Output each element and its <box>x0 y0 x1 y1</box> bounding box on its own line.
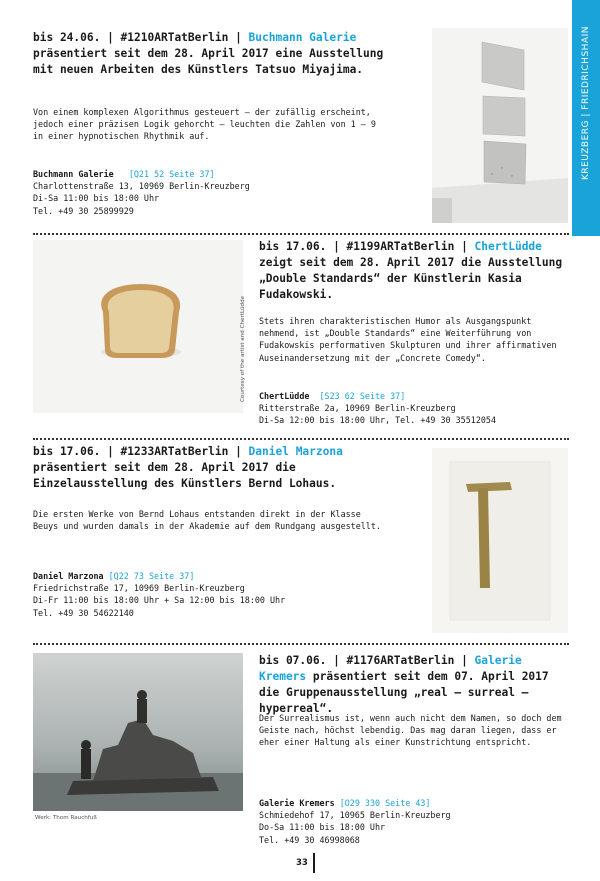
entry-1-phone: Tel. +49 30 25899929 <box>33 205 134 216</box>
entry-3-heading <box>33 444 393 492</box>
entry-2-heading <box>259 239 569 303</box>
entry-3-contact-name: Daniel Marzona <box>33 571 104 581</box>
page-number-bar <box>313 853 315 873</box>
entry-3-contact <box>33 570 393 619</box>
entry-4-address: Schmiedehof 17, 10965 Berlin-Kreuzberg <box>259 810 451 821</box>
entry-2-heading-text: zeigt seit dem 28. April 2017 die Ausstellung „Double Standards“ der Künstlerin Kasia Fudakowski. <box>259 256 563 301</box>
district-side-tab <box>572 0 600 236</box>
entry-4-image-credit: Werk: Thom Rauchfuß <box>35 815 97 821</box>
surreal-raft-painting-icon <box>33 653 243 811</box>
entry-3-hours: Di-Fr 11:00 bis 18:00 Uhr + Sa 12:00 bis 18:00 Uhr <box>33 595 286 606</box>
entry-3-phone: Tel. +49 30 54622140 <box>33 607 134 618</box>
entry-3-artwork-image <box>432 448 568 633</box>
entry-4-body: Der Surrealismus ist, wenn auch nicht dem Namen, so doch dem Geiste nach, höchst lebendig. Das mag daran liegen, dass er eher einer Haltung als einer Kunstrichtung entspricht. <box>259 713 562 748</box>
entry-3-heading-text: präsentiert seit dem 28. April 2017 die Einzelausstellung des Künstlers Bernd Lohaus. <box>33 461 337 490</box>
entry-1-hours: Di-Sa 11:00 bis 18:00 Uhr <box>33 193 160 204</box>
entry-1-heading-date: bis 24.06. | #1210ARTatBerlin | <box>33 31 249 44</box>
entry-4-page-ref[interactable]: [O29 330 Seite 43] <box>339 798 431 808</box>
page-number: 33 <box>296 858 308 868</box>
entry-1-artwork-image <box>432 28 568 223</box>
entry-3-gallery-link[interactable]: Daniel Marzona <box>248 445 343 458</box>
entry-1-body: Von einem komplexen Algorithmus gesteuert – der zufällig erscheint, jedoch einer präzisen Logik gehorcht – leuchten die Zahlen von 1 – 9 in einer hypnotischen Rhythmik auf. <box>33 107 376 142</box>
entry-2-contact <box>259 390 569 427</box>
wall-panels-icon <box>432 28 568 223</box>
entry-3-heading-date: bis 17.06. | #1233ARTatBerlin | <box>33 445 249 458</box>
entry-3-body: Die ersten Werke von Bernd Lohaus entstanden direkt in der Klasse Beuys und wurden damals in der Akademie auf dem Rundgang ausgestellt. <box>33 509 381 532</box>
entry-4-contact <box>259 797 569 846</box>
entry-4-heading-date: bis 07.06. | #1176ARTatBerlin | <box>259 654 475 667</box>
entry-4-gallery-link[interactable]: Galerie Kremers <box>259 654 522 683</box>
entry-2-address: Ritterstraße 2a, 10969 Berlin-Kreuzberg <box>259 403 456 414</box>
entry-4-phone: Tel. +49 30 46998068 <box>259 834 360 845</box>
entry-4-artwork-image <box>33 653 243 811</box>
separator-3 <box>33 643 569 645</box>
entry-4-heading-text: präsentiert seit dem 07. April 2017 die Gruppenausstellung „real – surreal – hyperreal“. <box>259 670 549 715</box>
entry-2-credit-container <box>240 252 250 412</box>
entry-1-heading <box>33 30 393 78</box>
entry-2-heading-date: bis 17.06. | #1199ARTatBerlin | <box>259 240 475 253</box>
bread-slice-icon <box>33 240 243 413</box>
entry-2-gallery-link[interactable]: ChertLüdde <box>474 240 542 253</box>
entry-3-page-ref[interactable]: [Q22 73 Seite 37] <box>108 571 195 581</box>
entry-4-contact-name: Galerie Kremers <box>259 798 335 808</box>
entry-2-page-ref[interactable]: [S23 62 Seite 37] <box>319 391 406 401</box>
entry-2-body: Stets ihren charakteristischen Humor als Ausgangspunkt nehmend, ist „Double Standards“ eine Weiterführung von Fudakowskis performativen Skulpturen und ihrer affirmativen Auseinandersetzung mit der „Concrete Comedy“. <box>259 316 557 363</box>
entry-3-address: Friedrichstraße 17, 10969 Berlin-Kreuzberg <box>33 583 245 594</box>
entry-2-contact-name: ChertLüdde <box>259 391 310 401</box>
separator-2 <box>33 438 569 440</box>
entry-1-gallery-link[interactable]: Buchmann Galerie <box>248 31 357 44</box>
separator-1 <box>33 233 569 235</box>
district-label: KREUZBERG | FRIEDRICHSHAIN <box>581 26 591 180</box>
entry-4-heading <box>259 653 569 717</box>
entry-4-hours: Do-Sa 11:00 bis 18:00 Uhr <box>259 822 386 833</box>
entry-1-heading-text: präsentiert seit dem 28. April 2017 eine Ausstellung mit neuen Arbeiten des Künstlers Tatsuo Miyajima. <box>33 47 384 76</box>
entry-1-contact-name: Buchmann Galerie <box>33 169 114 179</box>
entry-2-artwork-image <box>33 240 243 413</box>
entry-2-image-credit: Courtesy of the artist and ChertLüdde <box>240 295 246 402</box>
entry-1-contact <box>33 168 393 217</box>
paper-tape-icon <box>432 448 568 633</box>
entry-2-hours-phone: Di-Sa 12:00 bis 18:00 Uhr, Tel. +49 30 35512054 <box>259 415 496 426</box>
entry-1-page-ref[interactable]: [Q21 52 Seite 37] <box>128 169 215 179</box>
entry-1-address: Charlottenstraße 13, 10969 Berlin-Kreuzberg <box>33 181 250 192</box>
